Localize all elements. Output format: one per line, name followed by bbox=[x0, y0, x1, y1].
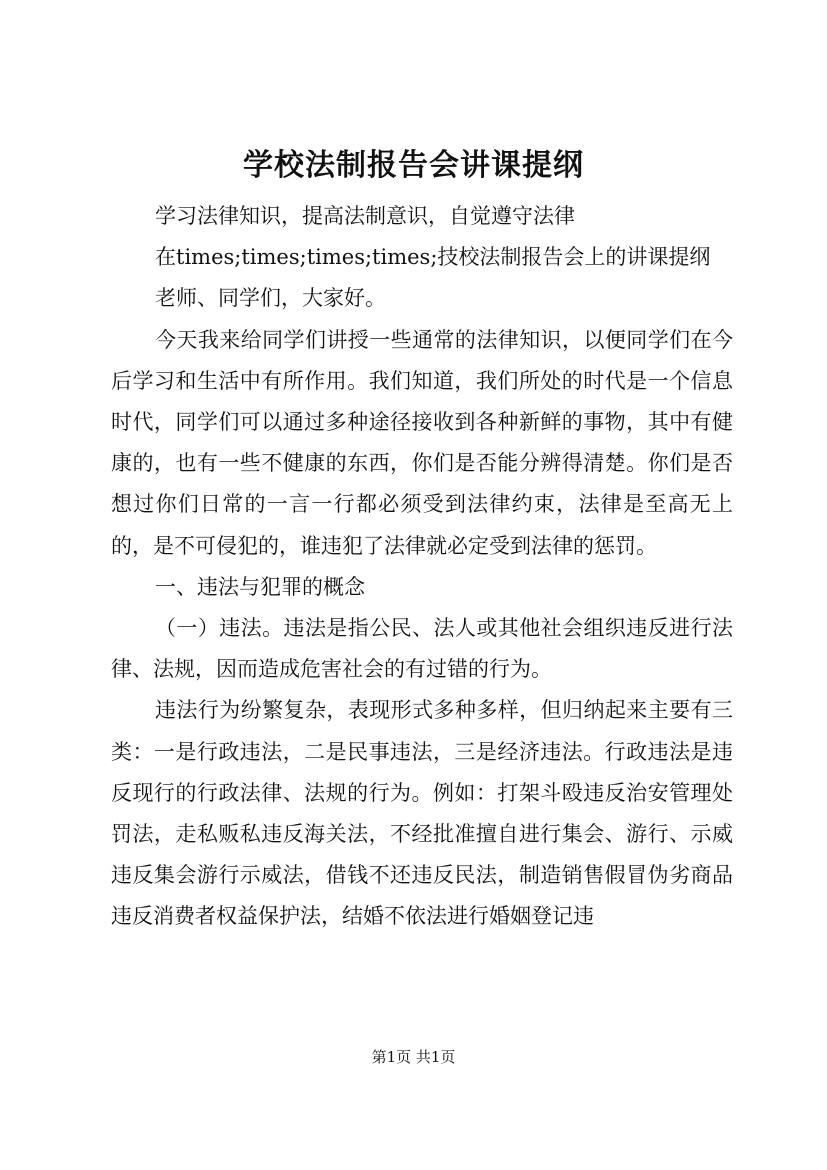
document-title: 学校法制报告会讲课提纲 bbox=[243, 148, 584, 183]
paragraph-subtitle: 在times;times;times;times;技校法制报告会上的讲课提纲 bbox=[155, 245, 711, 270]
page-footer: 第1页 共1页 bbox=[371, 1048, 456, 1066]
paragraph-greeting: 老师、同学们，大家好。 bbox=[155, 286, 386, 311]
paragraph-definition: （一）违法。违法是指公民、法人或其他社会组织违反进行法律、法规，因而造成危害社会的有过错的行为。 bbox=[111, 616, 733, 682]
paragraph-classification: 违法行为纷繁复杂，表现形式多种多样，但归纳起来主要有三类：一是行政违法，二是民事违法，三是经济违法。行政违法是违反现行的行政法律、法规的行为。例如：打架斗殴违反治安管理处罚法，走私贩私违反海关法，不经批准擅自进行集会、游行、示威违反集会游行示威法，借钱不还违反民法，制造销售假冒伪劣商品违反消费者权益保护法，结婚不依法进行婚姻登记违 bbox=[111, 698, 733, 929]
paragraph-introduction: 今天我来给同学们讲授一些通常的法律知识，以便同学们在今后学习和生活中有所作用。我们知道，我们所处的时代是一个信息时代，同学们可以通过多种途径接收到各种新鲜的事物，其中有健康的，也有一些不健康的东西，你们是否能分辨得清楚。你们是否想过你们日常的一言一行都必须受到法律约束，法律是至高无上的，是不可侵犯的，谁违犯了法律就必定受到法律的惩罚。 bbox=[111, 327, 733, 558]
section-heading: 一、违法与犯罪的概念 bbox=[155, 574, 365, 599]
document-body bbox=[111, 196, 733, 938]
paragraph-slogan: 学习法律知识，提高法制意识，自觉遵守法律 bbox=[155, 204, 575, 228]
